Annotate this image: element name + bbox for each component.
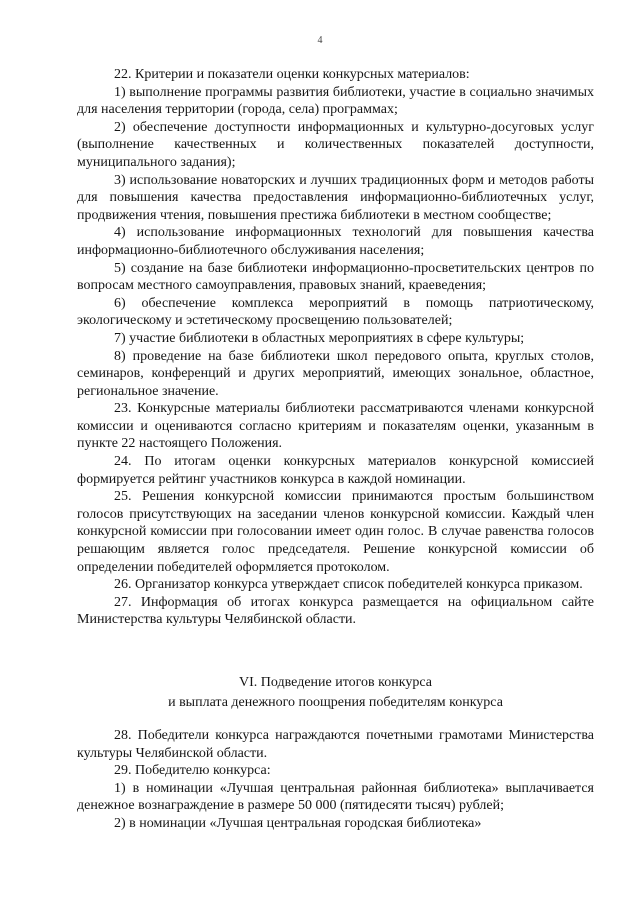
heading-line-2: и выплата денежного поощрения победителям конкурса [168, 695, 503, 710]
paragraph: 4) использование информационных технологий для повышения качества информационно-библиотечного обслуживания населения; [77, 225, 594, 258]
paragraph: 2) в номинации «Лучшая центральная городская библиотека» [114, 815, 482, 831]
paragraph: 8) проведение на базе библиотеки школ передового опыта, круглых столов, семинаров, конференций и других мероприятий, имеющих зональное, областное, региональное значение. [77, 348, 594, 399]
paragraph: 6) обеспечение комплекса мероприятий в помощь патриотическому, экологическому и эстетическому просвещению пользователей; [77, 295, 594, 329]
paragraph: 25. Решения конкурсной комиссии принимаются простым большинством голосов присутствующих на заседании членов конкурсной комиссии. Каждый член конкурсной комиссии при голосовании имеет один голос. В случае равенства голосов решающим является голос председателя. Решение конкурсной комиссии об определении победителей оформляется протоколом. [77, 489, 594, 575]
heading-line-1: VI. Подведение итогов конкурса [239, 675, 432, 690]
paragraph: 5) создание на базе библиотеки информационно-просветительских центров по вопросам местного самоуправления, правовых знаний, краеведения; [77, 260, 594, 294]
paragraph: 22. Критерии и показатели оценки конкурсных материалов: [114, 67, 470, 82]
paragraph: 23. Конкурсные материалы библиотеки рассматриваются членами конкурсной комиссии и оцениваются согласно критериям и показателям оценки, указанным в пункте 22 настоящего Положения. [77, 401, 594, 452]
paragraph: 24. По итогам оценки конкурсных материалов конкурсной комиссией формируется рейтинг участников конкурса в каждой номинации. [77, 454, 594, 487]
paragraph: 29. Победителю конкурса: [114, 763, 271, 779]
paragraph: 2) обеспечение доступности информационных и культурно-досуговых услуг (выполнение качественных и количественных показателей доступности, муниципального задания); [77, 119, 594, 170]
paragraph: 1) выполнение программы развития библиотеки, участие в социально значимых для населения территории (города, села) программах; [77, 84, 594, 118]
paragraph: 26. Организатор конкурса утверждает список победителей конкурса приказом. [114, 577, 583, 593]
paragraph: 3) использование новаторских и лучших традиционных форм и методов работы для повышения качества предоставления информационно-библиотечных услуг, продвижения чтения, повышения престижа библиотеки в местном сообществе; [77, 172, 594, 223]
document-body [77, 66, 594, 629]
page-number: 4 [317, 35, 323, 46]
section-heading [77, 673, 594, 713]
paragraph: 27. Информация об итогах конкурса размещается на официальном сайте Министерства культуры Челябинской области. [77, 594, 594, 628]
paragraph: 1) в номинации «Лучшая центральная районная библиотека» выплачивается денежное вознаграждение в размере 50 000 (пятидесяти тысяч) рублей; [77, 780, 594, 814]
document-body-continued [77, 727, 594, 833]
paragraph: 28. Победители конкурса награждаются почетными грамотами Министерства культуры Челябинской области. [77, 728, 594, 761]
paragraph: 7) участие библиотеки в областных мероприятиях в сфере культуры; [114, 330, 525, 346]
